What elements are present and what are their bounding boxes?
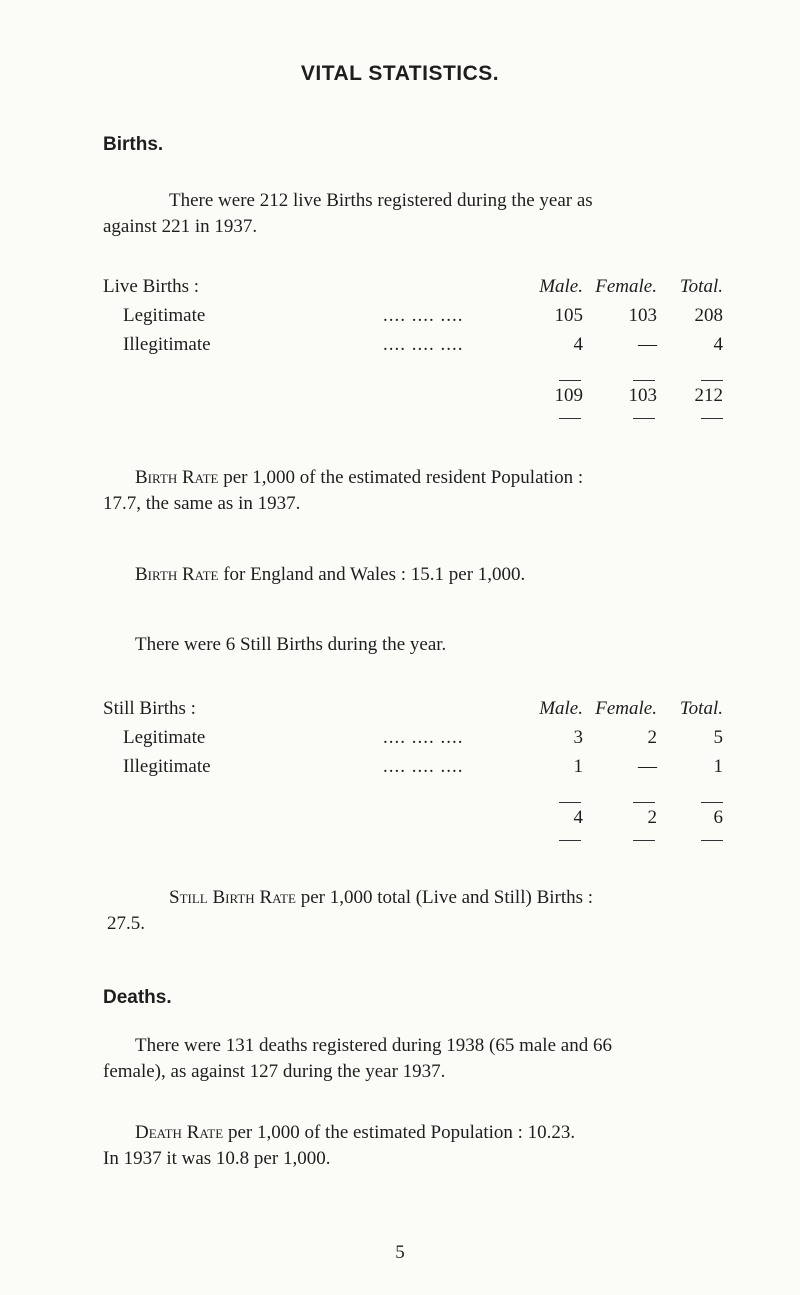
cell-female: 2 (647, 727, 657, 748)
table-row (103, 756, 723, 785)
leader-dots: .... .... .... (383, 334, 464, 355)
sum-rule (633, 802, 655, 803)
sum-rule (701, 380, 723, 381)
column-header-male: Male. (539, 276, 583, 297)
totals-row (103, 385, 723, 414)
birth-rate-line-2: 17.7, the same as in 1937. (103, 493, 301, 514)
death-rate-term: Death Rate (135, 1122, 224, 1143)
column-header-female: Female. (595, 698, 657, 719)
column-header-female: Female. (595, 276, 657, 297)
still-births-label: Still Births : (103, 698, 196, 719)
cell-female: — (638, 334, 657, 355)
sum-rule (633, 840, 655, 841)
cell-male: 3 (573, 727, 583, 748)
births-intro-line-1: There were 212 live Births registered during the year as (169, 190, 593, 211)
leader-dots: .... .... .... (383, 305, 464, 326)
still-births-header-row (103, 698, 723, 727)
sum-rule (559, 840, 581, 841)
england-wales-rate-line (103, 562, 713, 588)
death-rate-paragraph (103, 1120, 713, 1172)
live-births-header-row (103, 276, 723, 305)
still-birth-rate-term: Still Birth Rate (169, 887, 296, 908)
row-label: Legitimate (123, 727, 206, 748)
cell-total: 5 (713, 727, 723, 748)
cell-male: 1 (573, 756, 583, 777)
births-heading: Births. (103, 134, 164, 155)
still-birth-rate-line-2: 27.5. (107, 913, 145, 934)
total-female: 2 (647, 807, 657, 828)
still-births-table (103, 698, 723, 836)
total-female: 103 (628, 385, 657, 406)
column-header-male: Male. (539, 698, 583, 719)
england-wales-rate-paragraph (103, 562, 713, 588)
sum-rule (701, 802, 723, 803)
deaths-heading: Deaths. (103, 987, 172, 1008)
ew-rate-text: for England and Wales : 15.1 per 1,000. (218, 564, 526, 585)
cell-male: 4 (573, 334, 583, 355)
still-births-intro (103, 632, 713, 658)
deaths-paragraph (103, 1033, 713, 1085)
row-label: Illegitimate (123, 334, 211, 355)
leader-dots: .... .... .... (383, 727, 464, 748)
cell-total: 208 (694, 305, 723, 326)
table-row (103, 305, 723, 334)
births-intro-paragraph (103, 188, 713, 240)
death-rate-line-2: In 1937 it was 10.8 per 1,000. (103, 1148, 331, 1169)
sum-rule (559, 380, 581, 381)
total-male: 4 (573, 807, 583, 828)
sum-rule (633, 380, 655, 381)
sum-rule (559, 418, 581, 419)
table-row (103, 334, 723, 363)
sum-rule (559, 802, 581, 803)
still-birth-rate-line-1 (103, 885, 713, 911)
sum-rule (701, 840, 723, 841)
page-title: VITAL STATISTICS. (300, 62, 500, 85)
cell-total: 1 (713, 756, 723, 777)
ew-rate-term: Birth Rate (135, 564, 219, 585)
column-header-total: Total. (679, 698, 723, 719)
live-births-table (103, 276, 723, 414)
table-row (103, 727, 723, 756)
deaths-line-2: female), as against 127 during the year 1937. (103, 1061, 446, 1082)
death-rate-text: per 1,000 of the estimated Population : 10.23. (223, 1122, 576, 1143)
deaths-line-1: There were 131 deaths registered during 1938 (65 male and 66 (135, 1035, 612, 1056)
page-number: 5 (395, 1242, 405, 1263)
row-label: Illegitimate (123, 756, 211, 777)
birth-rate-term: Birth Rate (135, 467, 219, 488)
births-intro-line-2: against 221 in 1937. (103, 216, 258, 237)
birth-rate-paragraph (103, 465, 713, 517)
cell-male: 105 (554, 305, 583, 326)
birth-rate-line-1 (103, 465, 713, 491)
cell-total: 4 (713, 334, 723, 355)
still-births-intro-line: There were 6 Still Births during the year. (135, 634, 447, 655)
still-birth-rate-text: per 1,000 total (Live and Still) Births : (295, 887, 594, 908)
cell-female: 103 (628, 305, 657, 326)
row-label: Legitimate (123, 305, 206, 326)
totals-row (103, 807, 723, 836)
cell-female: — (638, 756, 657, 777)
death-rate-line-1 (103, 1120, 713, 1146)
birth-rate-text: per 1,000 of the estimated resident Population : (218, 467, 584, 488)
total-total: 6 (713, 807, 723, 828)
sum-rule (633, 418, 655, 419)
sum-rule (701, 418, 723, 419)
total-male: 109 (554, 385, 583, 406)
column-header-total: Total. (679, 276, 723, 297)
total-total: 212 (694, 385, 723, 406)
live-births-label: Live Births : (103, 276, 200, 297)
still-birth-rate-paragraph (103, 885, 713, 937)
leader-dots: .... .... .... (383, 756, 464, 777)
